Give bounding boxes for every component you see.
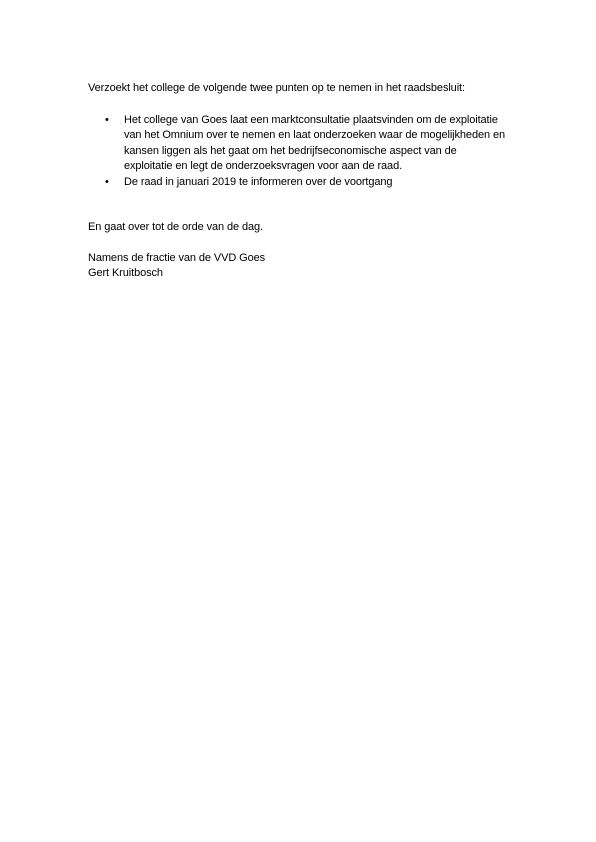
bullet-list (88, 113, 508, 191)
list-item-text: Het college van Goes laat een marktconsultatie plaatsvinden om de exploitatie van het Omnium over te nemen en laat onderzoeken waar de mogelijkheden en kansen liggen als het gaat om het bedrijfseconomische aspect van de exploitatie en legt de onderzoeksvragen voor aan de raad. (124, 113, 505, 172)
bullet-icon: • (105, 175, 109, 188)
list-item (88, 113, 508, 175)
bullet-icon: • (105, 113, 109, 126)
list-item-text: De raad in januari 2019 te informeren over de voortgang (124, 175, 393, 188)
signature-block (88, 251, 508, 282)
signature-name: Gert Kruitbosch (88, 267, 163, 279)
list-item (88, 175, 508, 191)
document-body (88, 81, 508, 282)
intro-paragraph: Verzoekt het college de volgende twee punten op te nemen in het raadsbesluit: (88, 82, 465, 94)
signature-party: Namens de fractie van de VVD Goes (88, 251, 266, 264)
closing-paragraph: En gaat over tot de orde van de dag. (88, 221, 263, 233)
